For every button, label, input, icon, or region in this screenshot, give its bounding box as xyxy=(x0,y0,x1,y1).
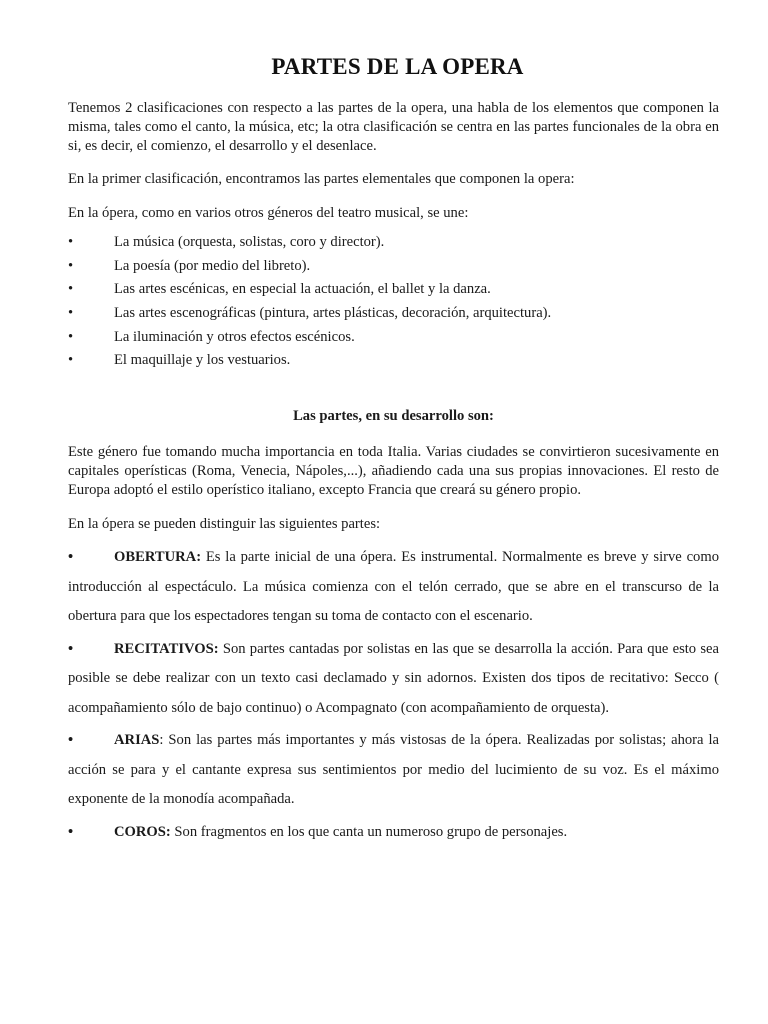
list-item-text: Las artes escénicas, en especial la actuación, el ballet y la danza. xyxy=(114,281,491,298)
list-item xyxy=(68,351,719,375)
document-title: PARTES DE LA OPERA xyxy=(271,54,524,79)
bullet-icon: • xyxy=(68,234,74,250)
list-item xyxy=(68,328,719,352)
list-item-text: La poesía (por medio del libreto). xyxy=(114,257,311,274)
intro-paragraph: Tenemos 2 clasificaciones con respecto a las partes de la opera, una habla de los elementos que componen la misma, tales como el canto, la música, etc; la otra clasificación se centra en las partes funcionales de la obra en si, es decir, el comienzo, el desarrollo y el desenlace. xyxy=(68,100,719,154)
union-intro-paragraph: En la ópera, como en varios otros géneros del teatro musical, se une: xyxy=(68,205,469,221)
part-arias xyxy=(68,726,719,815)
part-text: : Son las partes más importantes y más vistosas de la ópera. Realizadas por solistas; ahora la acción se para y el cantante expresa sus sentimientos por medio del lucimiento de su voz. Es el máximo exponente de la monodía acompañada. xyxy=(68,732,719,808)
part-obertura xyxy=(68,543,719,632)
part-term: ARIAS xyxy=(114,732,160,749)
section-heading: Las partes, en su desarrollo son: xyxy=(293,408,494,425)
part-term: OBERTURA: xyxy=(114,549,202,566)
part-coros xyxy=(68,818,719,848)
first-classification-paragraph: En la primer clasificación, encontramos las partes elementales que componen la opera: xyxy=(68,171,575,187)
history-paragraph: Este género fue tomando mucha importancia en toda Italia. Varias ciudades se convirtieron sucesivamente en capitales operísticas (Roma, Venecia, Nápoles,...), añadiendo cada una sus propias innovaciones. El resto de Europa adoptó el estilo operístico italiano, excepto Francia que creará su género propio. xyxy=(68,444,719,499)
part-term: RECITATIVOS: xyxy=(114,640,219,657)
part-term: COROS: xyxy=(114,823,171,840)
part-recitativos xyxy=(68,635,719,724)
list-item-text: La música (orquesta, solistas, coro y director). xyxy=(114,234,385,250)
list-item xyxy=(68,257,719,281)
part-text: Son partes cantadas por solistas en las que se desarrolla la acción. Para que esto sea posible se debe realizar con un texto casi declamado y sin adornos. Existen dos tipos de recitativo: Secco ( acompañamiento sólo de bajo continuo) o Acompagnato (con acompañamiento de orquesta). xyxy=(68,640,719,716)
list-item-text: La iluminación y otros efectos escénicos. xyxy=(114,328,355,345)
elements-list xyxy=(68,233,719,375)
bullet-icon: • xyxy=(68,305,74,322)
bullet-icon: • xyxy=(68,640,74,657)
bullet-icon: • xyxy=(68,257,74,274)
bullet-icon: • xyxy=(68,352,74,369)
list-item-text: El maquillaje y los vestuarios. xyxy=(114,352,291,369)
bullet-icon: • xyxy=(68,281,74,298)
list-item xyxy=(68,304,719,328)
bullet-icon: • xyxy=(68,732,74,749)
part-text: Son fragmentos en los que canta un numeroso grupo de personajes. xyxy=(170,823,568,840)
bullet-icon: • xyxy=(68,549,74,566)
list-item-text: Las artes escenográficas (pintura, artes plásticas, decoración, arquitectura). xyxy=(114,305,552,322)
bullet-icon: • xyxy=(68,328,74,345)
bullet-icon: • xyxy=(68,823,74,840)
list-item xyxy=(68,280,719,304)
parts-intro-paragraph: En la ópera se pueden distinguir las siguientes partes: xyxy=(68,516,381,533)
part-text: Es la parte inicial de una ópera. Es instrumental. Normalmente es breve y sirve como introducción al espectáculo. La música comienza con el telón cerrado, que se abre en el transcurso de la obertura para que los espectadores tengan su toma de contacto con el escenario. xyxy=(68,549,719,625)
list-item xyxy=(68,233,719,257)
